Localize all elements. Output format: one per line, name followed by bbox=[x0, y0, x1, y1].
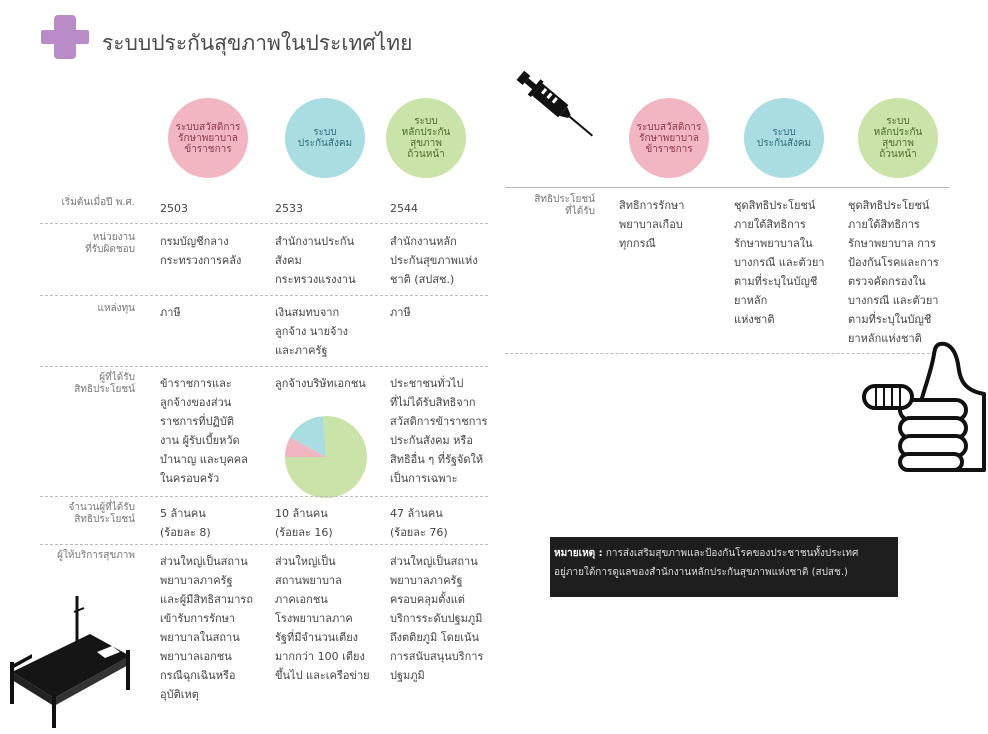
cell-funding-3: ภาษี bbox=[390, 306, 411, 319]
hospital-bed-icon bbox=[2, 594, 137, 730]
scheme-circle-universal bbox=[386, 98, 466, 178]
cell-funding-1: ภาษี bbox=[160, 306, 181, 319]
scheme-circle-social-security-right bbox=[744, 98, 824, 178]
scheme-label: ระบบ หลักประกันสุขภาพ ถ้วนหน้า bbox=[873, 116, 923, 160]
page-title: ระบบประกันสุขภาพในประเทศไทย bbox=[102, 31, 413, 55]
cell-count-2: 10 ล้านคน (ร้อยละ 16) bbox=[275, 507, 333, 539]
row-label-beneficiaries: ผู้ที่ได้รับ สิทธิประโยชน์ bbox=[74, 372, 135, 395]
cell-benefits-1: สิทธิการรักษา พยาบาลเกือบ ทุกกรณี bbox=[619, 199, 685, 250]
cell-providers-2: ส่วนใหญ่เป็น สถานพยาบาล ภาคเอกชน โรงพยาบาลภาค รัฐที่มีจำนวนเตียง มากกว่า 100 เตียง ขึ้นไป และเครือข่าย bbox=[275, 555, 370, 682]
note-label: หมายเหตุ : bbox=[554, 548, 603, 559]
cell-agency-2: สำนักงานประกัน สังคม กระทรวงแรงงาน bbox=[275, 235, 356, 286]
scheme-label: ระบบ ประกันสังคม bbox=[756, 127, 812, 149]
thumbs-up-icon bbox=[862, 338, 986, 472]
note-text-1: การส่งเสริมสุขภาพและป้องกันโรคของประชาชนทั้งประเทศ bbox=[605, 548, 859, 559]
cell-providers-1: ส่วนใหญ่เป็นสถาน พยาบาลภาครัฐ และผู้มีสิทธิสามารถ เข้ารับการรักษา พยาบาลในสถาน พยาบาลเอกชน กรณีฉุกเฉินหรือ อุบัติเหตุ bbox=[160, 555, 254, 701]
cell-count-1: 5 ล้านคน (ร้อยละ 8) bbox=[160, 507, 211, 539]
scheme-label: ระบบ หลักประกันสุขภาพ ถ้วนหน้า bbox=[401, 116, 451, 160]
cell-benefits-2: ชุดสิทธิประโยชน์ ภายใต้สิทธิการ รักษาพยาบาลใน บางกรณี และตัวยา ตามที่ระบุในบัญชี ยาหลัก แห่งชาติ bbox=[734, 199, 825, 326]
row-label-funding: แหล่งทุน bbox=[97, 303, 135, 314]
row-label-providers: ผู้ให้บริการสุขภาพ bbox=[57, 550, 135, 561]
cell-start-year-1: 2503 bbox=[160, 202, 188, 215]
row-divider bbox=[40, 223, 488, 224]
cell-beneficiaries-1: ข้าราชการและ ลูกจ้างของส่วน ราชการที่ปฏิบัติ งาน ผู้รับเบี้ยหวัด บำนาญ และบุคคล ในครอบครัว bbox=[160, 377, 248, 485]
scheme-circle-civil-servant bbox=[168, 98, 248, 178]
cell-beneficiaries-3: ประชาชนทั่วไป ที่ไม่ได้รับสิทธิจาก สวัสดิการข้าราชการ ประกันสังคม หรือ สิทธิอื่น ๆ ที่รัฐจัดให้ เป็นการเฉพาะ bbox=[390, 377, 488, 485]
syringe-icon bbox=[505, 57, 597, 145]
cell-start-year-3: 2544 bbox=[390, 202, 418, 215]
row-divider bbox=[40, 366, 488, 367]
row-label-start-year: เริ่มต้นเมื่อปี พ.ศ. bbox=[61, 197, 135, 208]
scheme-circle-universal-right bbox=[858, 98, 938, 178]
scheme-label: ระบบสวัสดิการ รักษาพยาบาล ข้าราชการ bbox=[175, 121, 241, 155]
cell-start-year-2: 2533 bbox=[275, 202, 303, 215]
row-divider bbox=[40, 544, 488, 545]
medical-cross-icon bbox=[41, 13, 89, 61]
row-divider bbox=[505, 187, 950, 188]
scheme-label: ระบบ ประกันสังคม bbox=[297, 127, 353, 149]
row-label-count: จำนวนผู้ที่ได้รับ สิทธิประโยชน์ bbox=[68, 502, 135, 525]
row-divider bbox=[40, 295, 488, 296]
cell-count-3: 47 ล้านคน (ร้อยละ 76) bbox=[390, 507, 448, 539]
note-box bbox=[550, 537, 898, 597]
cell-providers-3: ส่วนใหญ่เป็นสถาน พยาบาลภาครัฐ ครอบคลุมตั้งแต่ บริการระดับปฐมภูมิ ถึงตติยภูมิ โดยเน้น การสนับสนุนบริการ ปฐมภูมิ bbox=[390, 555, 484, 682]
cell-agency-3: สำนักงานหลัก ประกันสุขภาพแห่ง ชาติ (สปสช.) bbox=[390, 235, 478, 286]
scheme-circle-social-security bbox=[285, 98, 365, 178]
cell-funding-2: เงินสมทบจาก ลูกจ้าง นายจ้าง และภาครัฐ bbox=[275, 306, 349, 357]
cell-benefits-3: ชุดสิทธิประโยชน์ ภายใต้สิทธิการ รักษาพยาบาล การ ป้องกันโรคและการ ตรวจคัดกรองใน บางกรณี และตัวยา ตามที่ระบุในบัญชี ยาหลักแห่งชาติ bbox=[848, 199, 939, 345]
cell-beneficiaries-2: ลูกจ้างบริษัทเอกชน bbox=[275, 377, 366, 390]
row-divider bbox=[40, 496, 488, 497]
note-line-1 bbox=[554, 544, 894, 563]
row-label-agency: หน่วยงาน ที่รับผิดชอบ bbox=[85, 232, 135, 255]
coverage-share-pie-chart bbox=[283, 414, 369, 500]
cell-agency-1: กรมบัญชีกลาง กระทรวงการคลัง bbox=[160, 235, 242, 267]
scheme-label: ระบบสวัสดิการ รักษาพยาบาล ข้าราชการ bbox=[636, 121, 702, 155]
note-text-2: อยู่ภายใต้การดูแลของสำนักงานหลักประกันสุขภาพแห่งชาติ (สปสช.) bbox=[554, 567, 848, 578]
row-label-benefits: สิทธิประโยชน์ ที่ได้รับ bbox=[534, 194, 595, 217]
scheme-circle-civil-servant-right bbox=[629, 98, 709, 178]
